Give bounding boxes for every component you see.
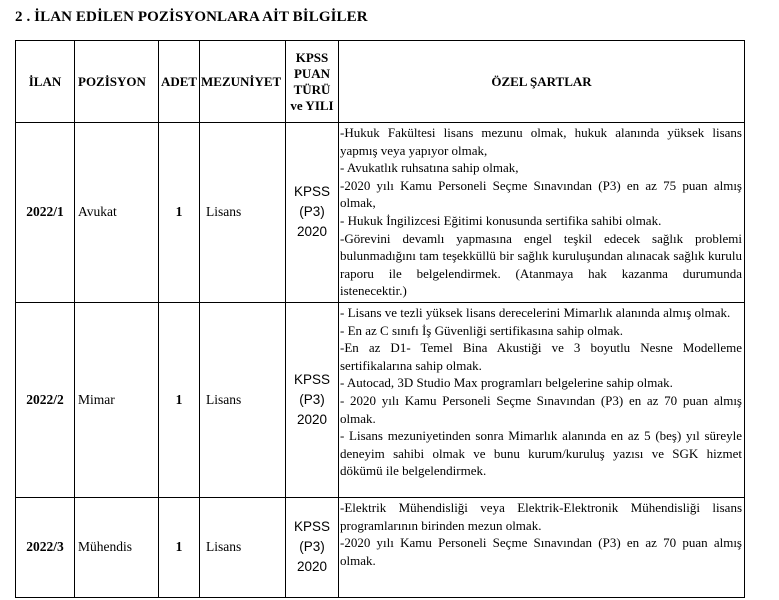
requirement-item: - 2020 yılı Kamu Personeli Seçme Sınavından (P3) en az 70 puan almış olmak. <box>340 392 742 426</box>
kpss-line: (P3) <box>299 539 325 555</box>
requirement-item: -Elektrik Mühendisliği veya Elektrik-Elektronik Mühendisliği lisans programlarının birinden mezun olmak. <box>340 499 742 533</box>
cell-adet: 1 <box>159 123 200 303</box>
requirement-item: -En az D1- Temel Bina Akustiği ve 3 boyutlu Nesne Modelleme sertifikalarına sahip olmak. <box>340 340 742 373</box>
header-row <box>16 41 745 123</box>
cell-pozisyon: Avukat <box>75 123 159 303</box>
header-ilan: İLAN <box>16 41 75 123</box>
positions-table <box>15 40 745 598</box>
cell-mezuniyet: Lisans <box>200 123 286 303</box>
cell-pozisyon: Mimar <box>75 302 159 497</box>
requirement-item: - Autocad, 3D Studio Max programları belgelerine sahip olmak. <box>340 375 673 391</box>
cell-ozel-sartlar <box>339 123 745 303</box>
cell-pozisyon: Mühendis <box>75 497 159 597</box>
header-adet: ADET <box>159 41 200 123</box>
requirement-item: - Lisans ve tezli yüksek lisans derecelerini Mimarlık alanında almış olmak. <box>340 304 731 320</box>
requirement-item: - Lisans mezuniyetinden sonra Mimarlık alanında en az 5 (beş) yıl süreyle deneyim sahibi olmak ve bunu kurum/kuruluş yazısı ve SGK hizmet dökümü ile belgelendirmek. <box>340 428 742 479</box>
header-kpss-line: TÜRÜ <box>293 81 331 97</box>
header-mezuniyet: MEZUNİYET <box>200 41 286 123</box>
kpss-line: (P3) <box>299 391 325 407</box>
cell-mezuniyet: Lisans <box>200 302 286 497</box>
table-row <box>16 302 745 497</box>
header-kpss <box>286 41 339 123</box>
cell-ilan: 2022/1 <box>16 123 75 303</box>
cell-kpss <box>286 497 339 597</box>
cell-ilan: 2022/3 <box>16 497 75 597</box>
cell-adet: 1 <box>159 497 200 597</box>
requirement-item: -2020 yılı Kamu Personeli Seçme Sınavından (P3) en az 70 puan almış olmak. <box>340 535 742 568</box>
requirement-item: -2020 yılı Kamu Personeli Seçme Sınavından (P3) en az 75 puan almış olmak, <box>340 177 742 211</box>
kpss-line: KPSS <box>293 371 331 387</box>
header-pozisyon: POZİSYON <box>75 41 159 123</box>
cell-adet: 1 <box>159 302 200 497</box>
kpss-line: KPSS <box>293 184 331 200</box>
header-ozel-sartlar: ÖZEL ŞARTLAR <box>339 41 745 123</box>
header-kpss-line: ve YILI <box>290 97 334 113</box>
table-row <box>16 123 745 303</box>
kpss-line: KPSS <box>293 519 331 535</box>
cell-kpss <box>286 123 339 303</box>
cell-ozel-sartlar <box>339 497 745 597</box>
kpss-line: 2020 <box>296 411 328 427</box>
requirement-item: -Hukuk Fakültesi lisans mezunu olmak, hukuk alanında yüksek lisans yapmış veya yapıyor olmak, <box>340 125 742 158</box>
kpss-line: 2020 <box>296 559 328 575</box>
requirement-item: - Avukatlık ruhsatına sahip olmak, <box>340 160 519 176</box>
kpss-line: 2020 <box>296 224 328 240</box>
requirement-item: - Hukuk İngilizcesi Eğitimi konusunda sertifika sahibi olmak. <box>340 212 662 228</box>
cell-mezuniyet: Lisans <box>200 497 286 597</box>
requirement-item: - En az C sınıfı İş Güvenliği sertifikasına sahip olmak. <box>340 322 624 338</box>
cell-kpss <box>286 302 339 497</box>
header-kpss-line: KPSS <box>295 49 329 65</box>
header-kpss-line: PUAN <box>293 65 331 81</box>
cell-ilan: 2022/2 <box>16 302 75 497</box>
table-row <box>16 497 745 597</box>
requirement-item: -Görevini devamlı yapmasına engel teşkil edecek sağlık problemi bulunmadığını tam teşekküllü bir sağlık kuruluşundan alınacak sağlık kurulu raporu ile belgelendirmek. (Atanmaya hak kazanma durumunda istenecektir.) <box>340 230 742 299</box>
section-title: 2 . İLAN EDİLEN POZİSYONLARA AİT BİLGİLER <box>15 9 368 25</box>
kpss-line: (P3) <box>299 204 325 220</box>
cell-ozel-sartlar <box>339 302 745 497</box>
